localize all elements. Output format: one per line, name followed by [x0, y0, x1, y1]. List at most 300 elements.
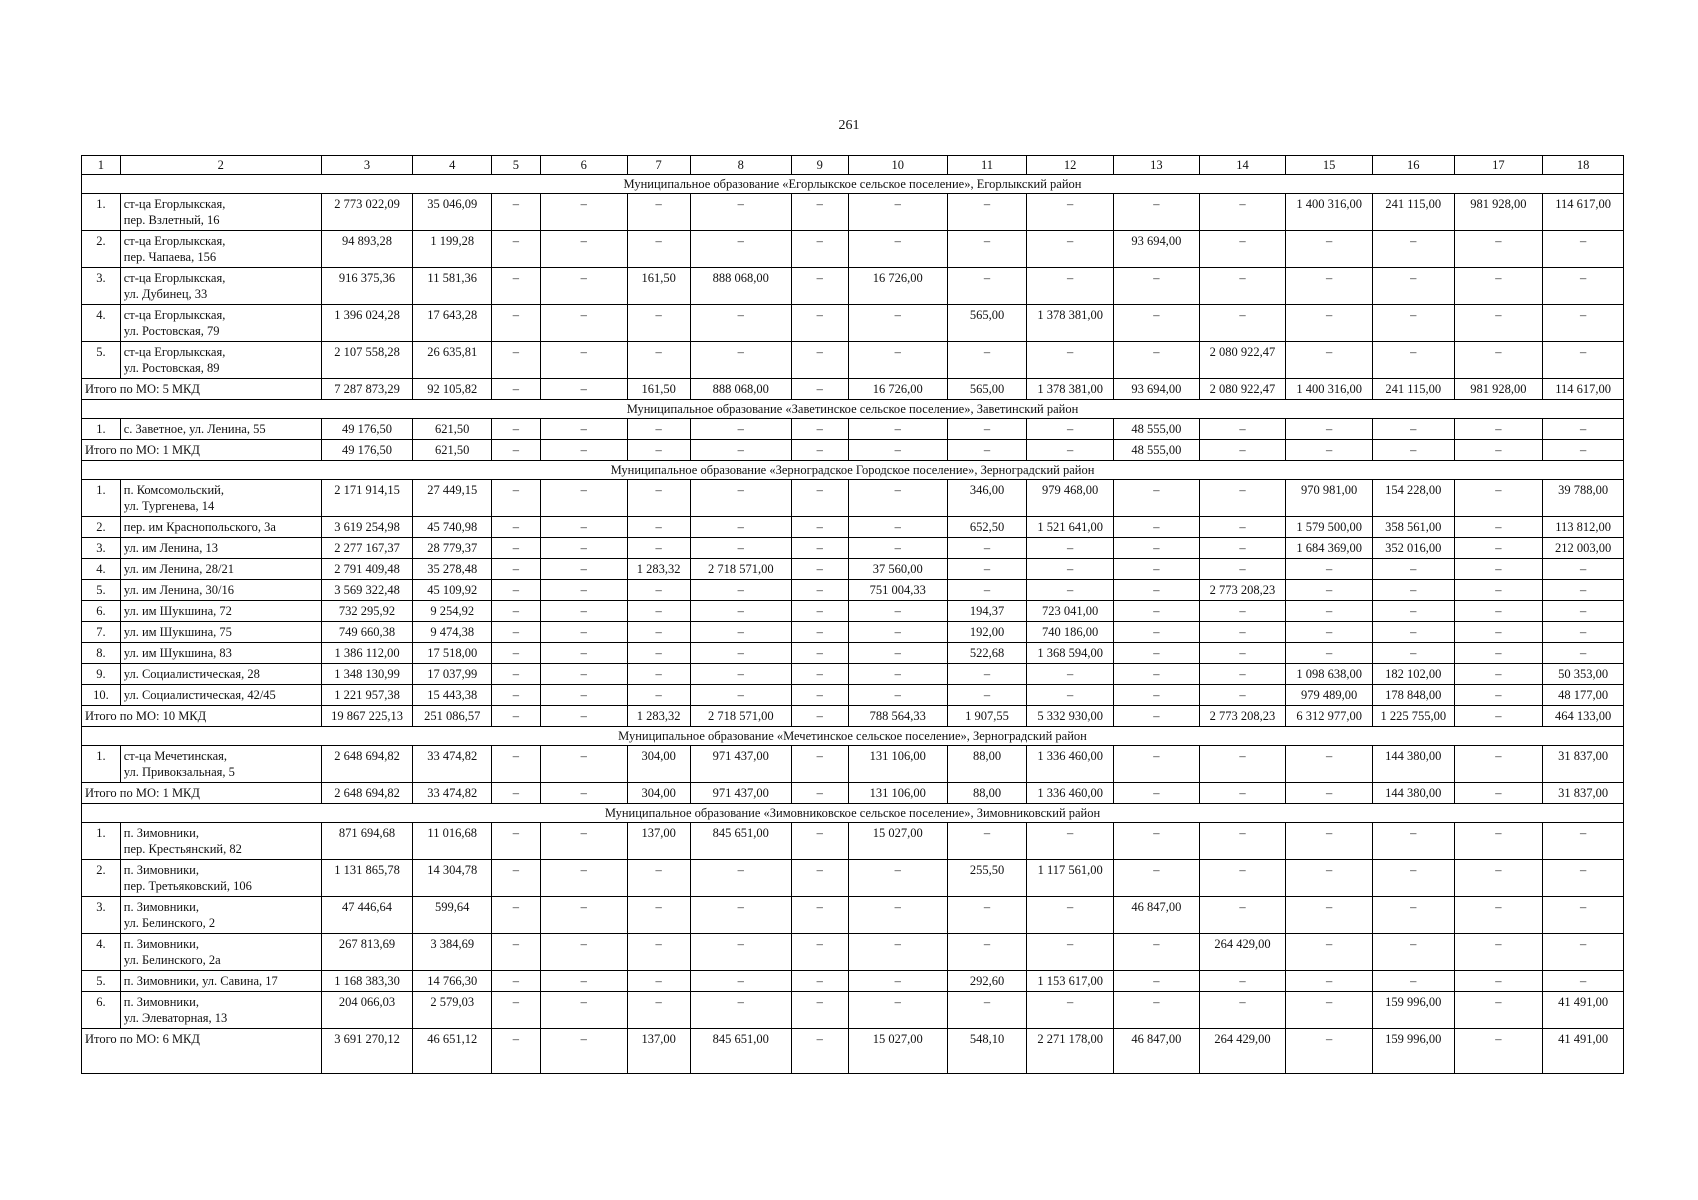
address-line: п. Зимовники, [123, 937, 199, 951]
value-cell: 48 555,00 [1113, 419, 1199, 440]
table-row [82, 538, 1624, 559]
value-cell: 1 521 641,00 [1027, 517, 1114, 538]
address-line: ст-ца Егорлыкская, [123, 234, 226, 248]
value-cell: – [848, 992, 947, 1029]
total-value: – [791, 379, 848, 400]
address-cell [120, 231, 321, 268]
value-cell: – [540, 860, 627, 897]
value-cell: – [791, 268, 848, 305]
value-cell: – [947, 685, 1027, 706]
value-cell: 1 221 957,38 [321, 685, 413, 706]
row-number: 3. [82, 268, 121, 305]
address-line: ул. Социалистическая, 42/45 [123, 688, 276, 702]
address-line: п. Зимовники, ул. Савина, 17 [123, 974, 278, 988]
value-cell: – [947, 823, 1027, 860]
value-cell: – [491, 268, 540, 305]
value-cell: – [1027, 342, 1114, 379]
value-cell: 971 437,00 [690, 746, 791, 783]
value-cell: – [1027, 580, 1114, 601]
total-value: 1 400 316,00 [1286, 379, 1373, 400]
address-line: ст-ца Егорлыкская, [123, 308, 226, 322]
value-cell: 50 353,00 [1543, 664, 1624, 685]
row-number: 1. [82, 194, 121, 231]
value-cell: 1 684 369,00 [1286, 538, 1373, 559]
address-cell [120, 643, 321, 664]
value-cell: – [1113, 622, 1199, 643]
total-label: Итого по МО: 1 МКД [82, 783, 322, 804]
value-cell: 1 400 316,00 [1286, 194, 1373, 231]
column-header: 4 [413, 156, 492, 175]
total-value: – [491, 440, 540, 461]
value-cell: – [1113, 992, 1199, 1029]
value-cell: – [947, 231, 1027, 268]
table-row [82, 580, 1624, 601]
value-cell: 2 579,03 [413, 992, 492, 1029]
value-cell: 9 474,38 [413, 622, 492, 643]
total-value: 41 491,00 [1543, 1029, 1624, 1074]
value-cell: – [540, 342, 627, 379]
total-value: – [1286, 1029, 1373, 1074]
value-cell: 131 106,00 [848, 746, 947, 783]
value-cell: – [848, 419, 947, 440]
address-cell [120, 897, 321, 934]
value-cell: – [1454, 823, 1543, 860]
address-cell [120, 538, 321, 559]
value-cell: – [627, 419, 690, 440]
value-cell: – [1199, 992, 1286, 1029]
municipality-title: Муниципальное образование «Зимовниковское сельское поселение», Зимовниковский район [82, 804, 1624, 823]
address-line: ул. им Ленина, 13 [123, 541, 218, 555]
value-cell: 93 694,00 [1113, 231, 1199, 268]
total-value: – [491, 1029, 540, 1074]
value-cell: – [1372, 622, 1454, 643]
value-cell: – [947, 419, 1027, 440]
value-cell: – [491, 823, 540, 860]
table-row [82, 559, 1624, 580]
value-cell: – [848, 517, 947, 538]
table-row [82, 746, 1624, 783]
value-cell: 1 396 024,28 [321, 305, 413, 342]
value-cell: 1 386 112,00 [321, 643, 413, 664]
value-cell: – [1113, 860, 1199, 897]
value-cell: – [491, 342, 540, 379]
value-cell: – [627, 231, 690, 268]
value-cell: – [947, 992, 1027, 1029]
total-value: – [791, 1029, 848, 1074]
value-cell: – [947, 538, 1027, 559]
value-cell: 522,68 [947, 643, 1027, 664]
value-cell: 1 168 383,30 [321, 971, 413, 992]
value-cell: 970 981,00 [1286, 480, 1373, 517]
address-cell [120, 419, 321, 440]
value-cell: – [1543, 601, 1624, 622]
value-cell: – [491, 231, 540, 268]
total-value: – [690, 440, 791, 461]
value-cell: – [540, 580, 627, 601]
value-cell: – [1454, 897, 1543, 934]
total-value: 845 651,00 [690, 1029, 791, 1074]
value-cell: 161,50 [627, 268, 690, 305]
value-cell: – [1199, 268, 1286, 305]
total-value: 464 133,00 [1543, 706, 1624, 727]
value-cell: – [627, 643, 690, 664]
value-cell: – [1454, 419, 1543, 440]
value-cell: – [1454, 231, 1543, 268]
value-cell: – [1199, 643, 1286, 664]
value-cell: 1 579 500,00 [1286, 517, 1373, 538]
value-cell: – [690, 664, 791, 685]
page-number: 261 [838, 118, 860, 133]
value-cell: – [491, 971, 540, 992]
value-cell: – [1027, 897, 1114, 934]
value-cell: – [848, 231, 947, 268]
value-cell: 241 115,00 [1372, 194, 1454, 231]
total-value: 304,00 [627, 783, 690, 804]
total-value: – [1454, 783, 1543, 804]
value-cell: – [791, 419, 848, 440]
table-row [82, 823, 1624, 860]
address-line: п. Зимовники, [123, 900, 199, 914]
value-cell: – [491, 934, 540, 971]
address-cell [120, 342, 321, 379]
total-value: – [791, 783, 848, 804]
address-cell [120, 746, 321, 783]
address-line: ул. Тургенева, 14 [123, 499, 215, 513]
value-cell: – [540, 517, 627, 538]
value-cell: – [791, 622, 848, 643]
address-line: ст-ца Егорлыкская, [123, 271, 226, 285]
value-cell: 888 068,00 [690, 268, 791, 305]
total-value: 92 105,82 [413, 379, 492, 400]
value-cell: – [1372, 305, 1454, 342]
value-cell: – [1372, 580, 1454, 601]
total-value: 251 086,57 [413, 706, 492, 727]
value-cell: – [627, 685, 690, 706]
value-cell: 352 016,00 [1372, 538, 1454, 559]
value-cell: 845 651,00 [690, 823, 791, 860]
total-value: 1 283,32 [627, 706, 690, 727]
value-cell: 2 277 167,37 [321, 538, 413, 559]
total-value: – [1027, 440, 1114, 461]
value-cell: – [1543, 305, 1624, 342]
value-cell: – [1286, 231, 1373, 268]
value-cell: – [1543, 860, 1624, 897]
value-cell: 94 893,28 [321, 231, 413, 268]
column-header: 7 [627, 156, 690, 175]
address-cell [120, 305, 321, 342]
value-cell: – [491, 685, 540, 706]
value-cell: – [1286, 601, 1373, 622]
total-label: Итого по МО: 6 МКД [82, 1029, 322, 1074]
value-cell: 182 102,00 [1372, 664, 1454, 685]
value-cell: – [1113, 971, 1199, 992]
total-value: 241 115,00 [1372, 379, 1454, 400]
value-cell: 39 788,00 [1543, 480, 1624, 517]
value-cell: – [540, 601, 627, 622]
value-cell: – [1113, 643, 1199, 664]
total-value: – [540, 783, 627, 804]
total-value: 161,50 [627, 379, 690, 400]
value-cell: – [848, 305, 947, 342]
value-cell: – [848, 538, 947, 559]
value-cell: 1 153 617,00 [1027, 971, 1114, 992]
value-cell: 204 066,03 [321, 992, 413, 1029]
value-cell: 916 375,36 [321, 268, 413, 305]
value-cell: – [1113, 194, 1199, 231]
total-value: – [1454, 1029, 1543, 1074]
total-value: 2 648 694,82 [321, 783, 413, 804]
value-cell: – [690, 971, 791, 992]
value-cell: 2 171 914,15 [321, 480, 413, 517]
address-line: пер. Третьяковский, 106 [123, 879, 252, 893]
address-line: ул. Белинского, 2а [123, 953, 221, 967]
column-header: 18 [1543, 156, 1624, 175]
municipality-title: Муниципальное образование «Егорлыкское сельское поселение», Егорлыкский район [82, 175, 1624, 194]
value-cell: – [627, 580, 690, 601]
row-number: 4. [82, 934, 121, 971]
address-line: п. Зимовники, [123, 995, 199, 1009]
value-cell: – [791, 342, 848, 379]
value-cell: 981 928,00 [1454, 194, 1543, 231]
value-cell: – [1454, 860, 1543, 897]
value-cell: 749 660,38 [321, 622, 413, 643]
value-cell: – [1286, 622, 1373, 643]
municipality-title-row [82, 400, 1624, 419]
value-cell: – [1027, 664, 1114, 685]
value-cell: – [540, 664, 627, 685]
value-cell: 212 003,00 [1543, 538, 1624, 559]
value-cell: 9 254,92 [413, 601, 492, 622]
municipality-title-row [82, 461, 1624, 480]
value-cell: – [848, 897, 947, 934]
value-cell: 565,00 [947, 305, 1027, 342]
address-cell [120, 480, 321, 517]
table-row [82, 897, 1624, 934]
value-cell: – [491, 746, 540, 783]
value-cell: 1 199,28 [413, 231, 492, 268]
header-row [82, 156, 1624, 175]
table-body [82, 156, 1624, 1074]
address-line: ст-ца Мечетинская, [123, 749, 228, 763]
total-value: 2 271 178,00 [1027, 1029, 1114, 1074]
column-header: 11 [947, 156, 1027, 175]
total-value: 16 726,00 [848, 379, 947, 400]
table-row [82, 934, 1624, 971]
table-row [82, 231, 1624, 268]
address-cell [120, 268, 321, 305]
value-cell: 3 569 322,48 [321, 580, 413, 601]
value-cell: – [690, 601, 791, 622]
value-cell: 31 837,00 [1543, 746, 1624, 783]
value-cell: – [1113, 580, 1199, 601]
value-cell: – [1113, 517, 1199, 538]
row-number: 6. [82, 992, 121, 1029]
table-row [82, 971, 1624, 992]
value-cell: – [1454, 992, 1543, 1029]
address-line: ул. им Шукшина, 72 [123, 604, 232, 618]
total-value: 264 429,00 [1199, 1029, 1286, 1074]
value-cell: – [491, 580, 540, 601]
total-value: 1 225 755,00 [1372, 706, 1454, 727]
address-cell [120, 601, 321, 622]
value-cell: – [1454, 480, 1543, 517]
value-cell: – [1199, 622, 1286, 643]
total-value: – [540, 706, 627, 727]
value-cell: – [690, 480, 791, 517]
value-cell: – [947, 194, 1027, 231]
address-line: п. Зимовники, [123, 826, 199, 840]
value-cell: – [1286, 934, 1373, 971]
value-cell: 1 378 381,00 [1027, 305, 1114, 342]
value-cell: – [1113, 480, 1199, 517]
total-value: 1 336 460,00 [1027, 783, 1114, 804]
total-value: 1 378 381,00 [1027, 379, 1114, 400]
value-cell: – [1454, 622, 1543, 643]
value-cell: – [627, 992, 690, 1029]
total-value: – [947, 440, 1027, 461]
total-value: 137,00 [627, 1029, 690, 1074]
total-value: 15 027,00 [848, 1029, 947, 1074]
address-line: ул. им Ленина, 28/21 [123, 562, 234, 576]
value-cell: – [690, 860, 791, 897]
address-line: ст-ца Егорлыкская, [123, 345, 226, 359]
value-cell: – [540, 897, 627, 934]
value-cell: – [1027, 559, 1114, 580]
value-cell: 17 518,00 [413, 643, 492, 664]
table-row [82, 601, 1624, 622]
address-line: ул. Дубинец, 33 [123, 287, 208, 301]
value-cell: 1 336 460,00 [1027, 746, 1114, 783]
column-header: 1 [82, 156, 121, 175]
value-cell: – [1372, 860, 1454, 897]
value-cell: – [848, 601, 947, 622]
value-cell: 2 107 558,28 [321, 342, 413, 379]
value-cell: 751 004,33 [848, 580, 947, 601]
total-label: Итого по МО: 10 МКД [82, 706, 322, 727]
value-cell: – [848, 685, 947, 706]
value-cell: – [1199, 601, 1286, 622]
value-cell: 16 726,00 [848, 268, 947, 305]
value-cell: – [1027, 419, 1114, 440]
value-cell: – [690, 231, 791, 268]
value-cell: – [1199, 419, 1286, 440]
total-value: 49 176,50 [321, 440, 413, 461]
total-value: 7 287 873,29 [321, 379, 413, 400]
value-cell: 3 384,69 [413, 934, 492, 971]
value-cell: – [627, 860, 690, 897]
data-table [81, 155, 1624, 1074]
value-cell: – [1113, 934, 1199, 971]
row-number: 5. [82, 580, 121, 601]
value-cell: 358 561,00 [1372, 517, 1454, 538]
value-cell: 15 027,00 [848, 823, 947, 860]
total-value: – [1286, 440, 1373, 461]
total-value: 2 718 571,00 [690, 706, 791, 727]
value-cell: 2 648 694,82 [321, 746, 413, 783]
address-line: с. Заветное, ул. Ленина, 55 [123, 422, 266, 436]
value-cell: 2 718 571,00 [690, 559, 791, 580]
total-value: 621,50 [413, 440, 492, 461]
value-cell: – [1199, 971, 1286, 992]
value-cell: – [1113, 601, 1199, 622]
value-cell: – [1199, 231, 1286, 268]
column-header: 9 [791, 156, 848, 175]
table-row [82, 268, 1624, 305]
row-number: 1. [82, 823, 121, 860]
table-row [82, 342, 1624, 379]
value-cell: – [491, 419, 540, 440]
total-value: 131 106,00 [848, 783, 947, 804]
value-cell: 871 694,68 [321, 823, 413, 860]
value-cell: – [791, 664, 848, 685]
value-cell: – [1027, 823, 1114, 860]
value-cell: – [1199, 559, 1286, 580]
column-header: 2 [120, 156, 321, 175]
value-cell: – [1543, 559, 1624, 580]
value-cell: – [1454, 305, 1543, 342]
row-number: 1. [82, 746, 121, 783]
value-cell: 137,00 [627, 823, 690, 860]
value-cell: – [491, 622, 540, 643]
municipality-title: Муниципальное образование «Мечетинское сельское поселение», Зерноградский район [82, 727, 1624, 746]
value-cell: – [1286, 643, 1373, 664]
value-cell: 1 117 561,00 [1027, 860, 1114, 897]
value-cell: – [540, 231, 627, 268]
value-cell: 11 581,36 [413, 268, 492, 305]
value-cell: – [1454, 538, 1543, 559]
value-cell: – [1372, 231, 1454, 268]
value-cell: – [690, 538, 791, 559]
value-cell: – [848, 194, 947, 231]
column-header: 3 [321, 156, 413, 175]
value-cell: – [791, 992, 848, 1029]
value-cell: – [491, 992, 540, 1029]
value-cell: – [1543, 643, 1624, 664]
value-cell: – [1454, 746, 1543, 783]
value-cell: – [1372, 643, 1454, 664]
value-cell: 1 131 865,78 [321, 860, 413, 897]
table-row [82, 305, 1624, 342]
value-cell: – [791, 559, 848, 580]
value-cell: – [1543, 342, 1624, 379]
value-cell: – [848, 643, 947, 664]
value-cell: – [1113, 664, 1199, 685]
total-value: – [1113, 783, 1199, 804]
value-cell: – [947, 342, 1027, 379]
value-cell: – [690, 580, 791, 601]
table-row [82, 480, 1624, 517]
value-cell: – [1543, 580, 1624, 601]
value-cell: – [791, 517, 848, 538]
total-value: 31 837,00 [1543, 783, 1624, 804]
column-header: 5 [491, 156, 540, 175]
total-value: – [1454, 706, 1543, 727]
value-cell: – [1454, 268, 1543, 305]
value-cell: – [690, 342, 791, 379]
value-cell: – [1199, 517, 1286, 538]
value-cell: – [1543, 823, 1624, 860]
value-cell: – [491, 643, 540, 664]
value-cell: 192,00 [947, 622, 1027, 643]
value-cell: – [1286, 746, 1373, 783]
column-header: 16 [1372, 156, 1454, 175]
table-row [82, 992, 1624, 1029]
value-cell: – [627, 622, 690, 643]
value-cell: – [1543, 622, 1624, 643]
municipality-title: Муниципальное образование «Заветинское сельское поселение», Заветинский район [82, 400, 1624, 419]
value-cell: – [1027, 268, 1114, 305]
value-cell: – [1113, 538, 1199, 559]
